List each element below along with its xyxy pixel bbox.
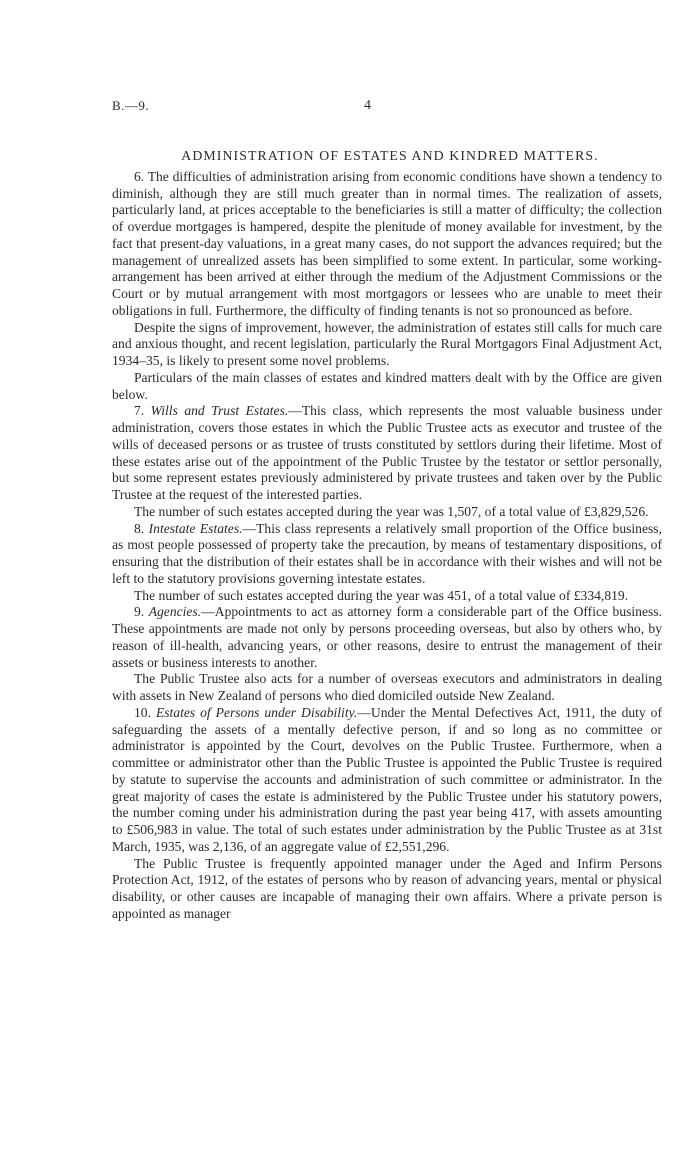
page-number: 4 — [364, 98, 371, 113]
paragraph-text: —This class, which represents the most valuable business under administration, covers those estates in which the Public Trustee acts as executor and trustee of the wills of deceased persons or as trustee of trusts constituted by settlors during their lifetime. Most of these estates arise out of the appointment of the Public Trustee by the testator or settlor personally, but some represent estates previously administered by private trustees and taken over by the Public Trustee at the request of the interested parties. — [112, 403, 662, 502]
paragraph-text: —Under the Mental Defectives Act, 1911, the duty of safeguarding the assets of a mentally defective person, if and so long as no committee or administrator is appointed by the Court, devolves on the Public Trustee. Furthermore, when a committee or administrator other than the Public Trustee is appointed the Public Trustee is required by statute to supervise the accounts and administration of such committee or administrator. In the great majority of cases the estate is administered by the Public Trustee under his statutory powers, the number coming under his administration during the past year being 417, with assets amounting to £506,983 in value. The total of such estates under administration by the Public Trustee as at 31st March, 1935, was 2,136, of an aggregate value of £2,551,296. — [112, 704, 662, 854]
paragraph-aged-infirm: The Public Trustee is frequently appointed manager under the Aged and Infirm Persons Protection Act, 1912, of the estates of persons who by reason of advancing years, mental or physical disability, or other causes are incapable of managing their own affairs. Where a private person is appointed as manager — [112, 855, 662, 921]
paragraph-improvement: Despite the signs of improvement, however, the administration of estates still calls for much care and anxious thought, and recent legislation, particularly the Rural Mortgagors Final Adjustment Act, 1934–35, is likely to present some novel problems. — [112, 319, 662, 368]
paragraph-text: —Appointments to act as attorney form a considerable part of the Office business. These appointments are made not only by persons proceeding overseas, but also by others who, by reason of ill-health, advancing years, or other reasons, desire to entrust the management of their assets or business interests to another. — [112, 604, 662, 670]
page-header — [112, 98, 662, 118]
paragraph-number: 9. — [134, 604, 145, 620]
paragraph-10 — [112, 705, 662, 856]
paragraph-intestate-count: The number of such estates accepted during the year was 451, of a total value of £334,819. — [134, 587, 629, 603]
paragraph-heading: Agencies. — [148, 604, 202, 620]
paragraph-overseas: The Public Trustee also acts for a number of overseas executors and administrators in dealing with assets in New Zealand of persons who died domiciled outside New Zealand. — [112, 671, 662, 703]
paragraph-text: —This class represents a relatively small proportion of the Office business, as most people possessed of property take the precaution, by means of testamentary dispositions, of ensuring that the distribution of their estates shall be in accordance with their wishes and will not be left to the statutory provisions governing intestate estates. — [112, 520, 662, 586]
paragraph-number: 10. — [134, 704, 151, 720]
paragraph-7 — [112, 403, 662, 504]
section-title: ADMINISTRATION OF ESTATES AND KINDRED MATTERS. — [181, 148, 599, 163]
paragraph-8 — [112, 521, 662, 588]
paragraph-number: 8. — [134, 520, 145, 536]
paragraph-heading: Intestate Estates. — [148, 520, 243, 536]
paragraph-number: 7. — [134, 403, 145, 419]
document-reference: B.—9. — [112, 98, 150, 113]
paragraph-heading: Estates of Persons under Disability. — [155, 704, 358, 720]
paragraph-wills-count: The number of such estates accepted during the year was 1,507, of a total value of £3,829,526. — [134, 503, 649, 519]
paragraph-heading: Wills and Trust Estates. — [150, 403, 289, 419]
paragraph-9 — [112, 604, 662, 671]
paragraph-6: 6. The difficulties of administration arising from economic conditions have shown a tendency to diminish, although they are still much greater than in normal times. The realization of assets, particularly land, at prices acceptable to the beneficiaries is still a matter of difficulty; the collection of overdue mortgages is hampered, despite the plenitude of money available for investment, by the fact that present-day valuations, in a great many cases, do not support the advances required; but the management of unrealized assets has been simplified to some extent. In particular, some working-arrangement has been arrived at either through the medium of the Adjustment Commissions or the Court or by mutual arrangement with most mortgagors or lessees who are unable to meet their obligations in full. Furthermore, the difficulty of finding tenants is not so pronounced as before. — [112, 168, 662, 318]
paragraph-particulars: Particulars of the main classes of estates and kindred matters dealt with by the Office are given below. — [112, 369, 662, 402]
